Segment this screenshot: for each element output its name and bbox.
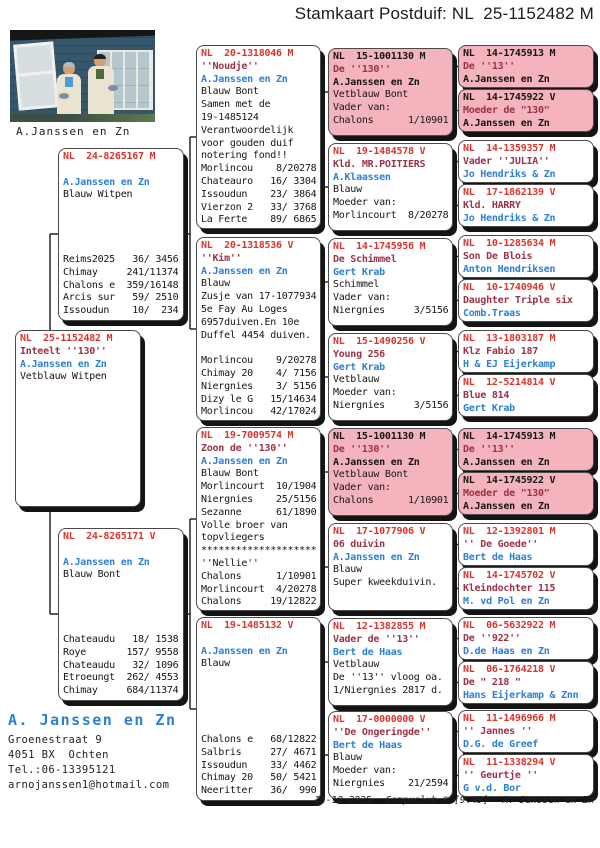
- pedigree-box-line: NL 20-1318536 V: [201, 240, 294, 251]
- pedigree-box-line: 5e Fay Au Loges: [201, 303, 288, 315]
- pedigree-box-line: A.Janssen en Zn: [463, 73, 550, 85]
- pedigree-box-g2-4: [196, 617, 321, 801]
- pedigree-box-line: Moeder de "130": [463, 104, 550, 116]
- pedigree-box-line: NL 17-1862139 V: [463, 187, 556, 198]
- pedigree-box-line: De ''922'': [463, 632, 521, 644]
- pedigree-box-g4-1: [458, 45, 594, 88]
- pedigree-box-line: G v.d. Bor: [463, 782, 521, 794]
- pedigree-box-line: Niergnies 3/5156: [333, 304, 449, 316]
- pedigree-box-line: Roye 157/ 9558: [63, 646, 179, 658]
- pedigree-box-line: Young 256: [333, 348, 385, 360]
- pedigree-box-g2-1: [196, 45, 321, 229]
- pedigree-box-line: NL 19-1485132 V: [201, 620, 294, 631]
- pedigree-box-line: Verantwoordelijk: [201, 124, 294, 136]
- pedigree-box-line: Morlincourt 10/1904: [201, 481, 317, 493]
- footer-owner: A. Janssen en Zn: [502, 795, 594, 806]
- pedigree-box-line: NL 17-1077906 V: [333, 526, 426, 537]
- pedigree-box-line: NL 14-1745913 M: [463, 431, 556, 442]
- pedigree-box-line: 19-1485124: [201, 111, 259, 123]
- pedigree-box-line: Schimmel: [333, 279, 380, 291]
- pedigree-box-g4-15: [458, 710, 594, 753]
- pedigree-box-line: De ''130'': [333, 443, 391, 455]
- pedigree-box-line: Arcis sur 59/ 2510: [63, 292, 179, 304]
- pedigree-box-line: Chalons e 68/12822: [201, 734, 317, 746]
- pedigree-box-line: A.Janssen en Zn: [333, 551, 420, 563]
- pedigree-box-line: Vetblauw Bont: [333, 469, 409, 481]
- pedigree-box-line: NL 06-1764218 V: [463, 664, 556, 675]
- pedigree-box-line: Etroeungt 262/ 4553: [63, 672, 179, 684]
- pedigree-box-line: [201, 342, 316, 355]
- pedigree-box-line: Super kweekduivin.: [333, 577, 437, 589]
- pedigree-box-line: Blauw Bont: [63, 569, 121, 581]
- pedigree-box-line: Issoudun 10/ 234: [63, 305, 179, 317]
- pedigree-box-line: voor gouden duif: [201, 137, 294, 149]
- pedigree-box-line: A.Janssen en Zn: [201, 265, 288, 277]
- pedigree-box-g4-12: [458, 567, 594, 610]
- pedigree-box-g4-4: [458, 184, 594, 227]
- pedigree-box-line: A.Janssen en Zn: [333, 456, 420, 468]
- pedigree-box-g3-7: [328, 618, 453, 706]
- pedigree-box-line: A.Janssen en Zn: [63, 556, 150, 568]
- pedigree-box-line: topvliegers: [201, 532, 265, 544]
- pedigree-box-line: '' Geurtje '': [463, 769, 539, 781]
- photo-person-left-shirt: [65, 77, 73, 87]
- pedigree-box-line: Blue 814: [463, 389, 510, 401]
- pedigree-box-line: Vetblauw: [333, 659, 380, 671]
- pedigree-box-line: Chalons 1/10901: [333, 114, 449, 126]
- pedigree-box-line: NL 10-1740946 V: [463, 282, 556, 293]
- pedigree-box-line: Kleindochter 115: [463, 582, 556, 594]
- pedigree-box-line: Vader ''JULIA'': [463, 155, 550, 167]
- pedigree-box-line: Vader van:: [333, 482, 391, 494]
- pedigree-box-line: Niergnies 3/ 5156: [201, 380, 317, 392]
- pedigree-box-line: Anton Hendriksen: [463, 263, 556, 275]
- pedigree-box-line: ********************: [201, 545, 317, 557]
- pedigree-box-line: Gert Krab: [463, 402, 515, 414]
- pedigree-box-g4-10: [458, 472, 594, 515]
- photo-window-bar: [19, 71, 53, 77]
- pedigree-box-line: Chalons 1/10901: [333, 494, 449, 506]
- pedigree-box-line: NL 14-1745956 M: [333, 241, 426, 252]
- pedigree-box-line: Reims2025 36/ 3456: [63, 254, 179, 266]
- pedigree-box-line: Chimay 241/11374: [63, 266, 179, 278]
- pedigree-box-line: NL 15-1001130 M: [333, 51, 426, 62]
- pedigree-box-line: Chateaudu 18/ 1538: [63, 634, 179, 646]
- pedigree-box-line: NL 14-1745922 V: [463, 92, 556, 103]
- pedigree-box-line: NL 06-5632922 M: [463, 620, 556, 631]
- pedigree-box-g3-4: [328, 333, 453, 421]
- pedigree-box-g4-9: [458, 428, 594, 471]
- pedigree-box-g4-5: [458, 235, 594, 278]
- pedigree-box-line: D.G. de Greef: [463, 738, 539, 750]
- pedigree-box-line: Morlincourt 8/20278: [333, 209, 449, 221]
- pedigree-box-root: [15, 330, 141, 507]
- owner-name: A. Janssen en Zn: [8, 711, 177, 729]
- pedigree-box-line: Hans Eijerkamp & Znn: [463, 689, 579, 701]
- footer-date: 13-10-2025: [314, 795, 372, 806]
- pedigree-box-line: De ''130'': [333, 63, 391, 75]
- pedigree-box-line: Vetblauw Witpen: [20, 371, 107, 383]
- pedigree-box-line: NL 20-1318046 M: [201, 48, 294, 59]
- pedigree-box-line: Bert de Haas: [333, 646, 403, 658]
- pedigree-box-line: NL 14-1745913 M: [463, 48, 556, 59]
- pedigree-box-line: A.Janssen en Zn: [201, 645, 288, 657]
- pedigree-box-line: ''De Ongeringde'': [333, 726, 432, 738]
- pedigree-box-line: NL 12-5214814 V: [463, 377, 556, 388]
- pedigree-box-line: Klz Fabio 187: [463, 345, 539, 357]
- pedigree-box-line: Chalons 1/10901: [201, 570, 317, 582]
- photo-pigeon-right: [108, 85, 118, 91]
- pedigree-box-line: Vierzon 2 33/ 3768: [201, 201, 317, 213]
- pedigree-box-line: Issoudun 33/ 4462: [201, 759, 317, 771]
- pedigree-box-line: [63, 544, 179, 557]
- photo-person-right-hair: [94, 54, 106, 59]
- pedigree-box-line: Morlincou 42/17024: [201, 406, 317, 418]
- pedigree-box-line: A.Janssen en Zn: [201, 455, 288, 467]
- pedigree-box-line: Chalons 19/12822: [201, 596, 317, 608]
- pedigree-box-line: Blauw: [201, 278, 230, 290]
- pedigree-box-line: NL 11-1338294 V: [463, 757, 556, 768]
- pedigree-box-line: '' Jannes '': [463, 725, 533, 737]
- pedigree-box-line: NL 10-1285634 M: [463, 238, 556, 249]
- photo-person-right-shirt: [96, 69, 104, 79]
- pedigree-box-g4-7: [458, 330, 594, 373]
- pedigree-box-results: [63, 634, 179, 698]
- pedigree-box-line: Blauw: [333, 184, 362, 196]
- photo-pigeon-left: [59, 93, 69, 99]
- pedigree-box-line: notering fond!!: [201, 150, 288, 162]
- pedigree-box-g3-5: [328, 428, 453, 516]
- footer-software: Compuclub © [9.49]: [385, 795, 489, 806]
- pedigree-box-line: Blauw Bont: [201, 86, 259, 98]
- pedigree-box-line: NL 17-0000000 V: [333, 714, 426, 725]
- pedigree-box-line: Salbris 27/ 4671: [201, 746, 317, 758]
- pedigree-box-father: [58, 148, 184, 321]
- pedigree-box-line: ''Kim'': [201, 252, 242, 264]
- pedigree-box-line: Jo Hendriks & Zn: [463, 212, 556, 224]
- pedigree-box-line: Neeritter 36/ 990: [201, 785, 317, 797]
- pedigree-box-line: Niergnies 21/2594: [333, 777, 449, 789]
- footer: [314, 795, 594, 806]
- pedigree-box-line: Morlincou 9/20278: [201, 355, 317, 367]
- pedigree-box-line: Duffel 4454 duiven.: [201, 329, 311, 341]
- pedigree-box-line: '' De Goede'': [463, 538, 539, 550]
- pedigree-box-line: A.Janssen en Zn: [463, 117, 550, 129]
- pedigree-box-line: NL 25-1152482 M: [20, 333, 113, 344]
- pedigree-box-g4-6: [458, 279, 594, 322]
- pedigree-box-line: NL 24-8265167 M: [63, 151, 156, 162]
- pedigree-box-line: Jo Hendriks & Zn: [463, 168, 556, 180]
- pedigree-box-line: NL 15-1001130 M: [333, 431, 426, 442]
- pedigree-box-g2-2: [196, 237, 321, 421]
- pedigree-box-line: NL 13-1803187 M: [463, 333, 556, 344]
- address-city: 4051 BX Ochten: [8, 749, 109, 761]
- pedigree-box-line: Chateaudu 32/ 1096: [63, 659, 179, 671]
- page-title: Stamkaart Postduif: NL 25-1152482 M: [294, 4, 594, 23]
- pedigree-box-g3-1: [328, 48, 453, 136]
- pedigree-box-line: [63, 164, 179, 177]
- pedigree-box-g4-8: [458, 374, 594, 417]
- pedigree-box-line: Vetblauw Bont: [333, 89, 409, 101]
- pedigree-box-line: A.Klaassen: [333, 171, 391, 183]
- pedigree-box-g3-3: [328, 238, 453, 326]
- pedigree-box-line: NL 24-8265171 V: [63, 531, 156, 542]
- address-email: arnojanssen1@hotmail.com: [8, 779, 170, 791]
- pedigree-box-line: A.Janssen en Zn: [333, 76, 420, 88]
- pedigree-box-line: Moeder de "130": [463, 487, 550, 499]
- pedigree-box-line: H & EJ Eijerkamp: [463, 358, 556, 370]
- pedigree-box-line: NL 19-1484578 V: [333, 146, 426, 157]
- pedigree-box-line: Daughter Triple six: [463, 294, 573, 306]
- pedigree-box-line: NL 12-1392801 M: [463, 526, 556, 537]
- pedigree-box-line: Blauw: [333, 564, 362, 576]
- pedigree-box-line: Blauw Witpen: [63, 189, 133, 201]
- pedigree-box-results: [63, 254, 179, 318]
- pedigree-box-g4-11: [458, 523, 594, 566]
- pedigree-box-line: De ''13'': [463, 443, 515, 455]
- pedigree-box-line: Samen met de: [201, 99, 271, 111]
- pedigree-box-line: Blauw: [201, 658, 230, 670]
- pedigree-box-line: Niergnies 3/5156: [333, 399, 449, 411]
- pedigree-box-line: De " 218 ": [463, 676, 521, 688]
- pedigree-box-line: Niergnies 25/5156: [201, 493, 317, 505]
- pedigree-box-line: Gert Krab: [333, 361, 385, 373]
- photo-person-left-hair: [63, 62, 75, 67]
- pedigree-box-line: Son De Blois: [463, 250, 533, 262]
- pedigree-box-line: A.Janssen en Zn: [63, 176, 150, 188]
- pedigree-box-line: NL 14-1359357 M: [463, 143, 556, 154]
- pedigree-box-line: NL 14-1745702 V: [463, 570, 556, 581]
- pedigree-box-g3-6: [328, 523, 453, 611]
- pedigree-box-line: Vetblauw: [333, 374, 380, 386]
- photo-grass: [10, 114, 155, 122]
- pedigree-box-line: A.Janssen en Zn: [20, 358, 107, 370]
- pedigree-box-line: Morlincou 8/20278: [201, 163, 317, 175]
- pedigree-box-line: NL 15-1490256 V: [333, 336, 426, 347]
- pedigree-box-g2-3: [196, 427, 321, 611]
- pedigree-box-line: Moeder van:: [333, 387, 397, 399]
- photo-window: [13, 41, 59, 110]
- pedigree-box-line: Chimay 20 4/ 7156: [201, 367, 317, 379]
- pedigree-box-line: Chalons e 359/16148: [63, 279, 179, 291]
- pedigree-box-line: NL 14-1745922 V: [463, 475, 556, 486]
- pedigree-box-line: Dizy le G 15/14634: [201, 393, 317, 405]
- pedigree-box-mother: [58, 528, 184, 701]
- pedigree-box-line: De ''13'': [463, 60, 515, 72]
- pedigree-box-line: A.Janssen en Zn: [463, 500, 550, 512]
- loft-photo: [10, 30, 155, 122]
- pedigree-box-line: Comb.Traas: [463, 307, 521, 319]
- pedigree-box-line: Kld. MR.POITIERS: [333, 158, 426, 170]
- pedigree-box-line: Chateauro 16/ 3304: [201, 175, 317, 187]
- pedigree-box-line: ''Noudje'': [201, 60, 259, 72]
- pedigree-box-g4-13: [458, 617, 594, 660]
- pedigree-box-line: Chimay 684/11374: [63, 685, 179, 697]
- pedigree-box-line: Moeder van:: [333, 765, 397, 777]
- pedigree-box-line: ''Nellie'': [201, 557, 259, 569]
- pedigree-box-g3-8: [328, 711, 453, 799]
- pedigree-box-g4-2: [458, 89, 594, 132]
- pedigree-box-g4-3: [458, 140, 594, 183]
- address-phone: Tel.:06-13395121: [8, 764, 116, 776]
- pedigree-box-line: Morlincourt 4/20278: [201, 583, 317, 595]
- pedigree-box-line: Kld. HARRY: [463, 199, 521, 211]
- pedigree-box-line: NL 12-1382855 M: [333, 621, 426, 632]
- pedigree-box-line: Issoudun 23/ 3864: [201, 188, 317, 200]
- address-block: [8, 711, 177, 793]
- pedigree-box-line: Blauw: [333, 752, 362, 764]
- pedigree-box-line: Bert de Haas: [463, 551, 533, 563]
- pedigree-box-line: 06 duivin: [333, 538, 385, 550]
- pedigree-box-line: Vader van:: [333, 102, 391, 114]
- pedigree-box-line: Zoon de ''130'': [201, 442, 288, 454]
- pedigree-box-results: [201, 734, 316, 798]
- pedigree-box-line: NL 19-7009574 M: [201, 430, 294, 441]
- pedigree-box-line: Volle broer van: [201, 519, 288, 531]
- address-street: Groenestraat 9: [8, 734, 103, 746]
- pedigree-box-line: A.Janssen en Zn: [201, 73, 288, 85]
- pedigree-box-line: Inteelt ''130'': [20, 345, 107, 357]
- pedigree-box-line: Vader de ''13'': [333, 633, 420, 645]
- pedigree-box-line: Chimay 20 50/ 5421: [201, 772, 317, 784]
- pedigree-box-line: Sezanne 61/1890: [201, 506, 317, 518]
- pedigree-box-line: 1/Niergnies 2817 d.: [333, 684, 443, 696]
- pedigree-box-line: Zusje van 17-1077934: [201, 291, 317, 303]
- pedigree-box-line: M. vd Pol en Zn: [463, 595, 550, 607]
- pedigree-box-line: La Ferte 89/ 6865: [201, 214, 317, 226]
- pedigree-box-line: A.Janssen en Zn: [463, 456, 550, 468]
- pedigree-box-line: Vader van:: [333, 292, 391, 304]
- photo-caption: A.Janssen en Zn: [16, 125, 131, 138]
- pedigree-box-line: 6957duiven.En 10e: [201, 316, 300, 328]
- pedigree-box-line: Gert Krab: [333, 266, 385, 278]
- pedigree-box-line: De ''13'' vloog oa.: [333, 672, 443, 684]
- pedigree-box-line: D.de Haas en Zn: [463, 645, 550, 657]
- pedigree-box-line: Bert de Haas: [333, 739, 403, 751]
- pedigree-box-line: Moeder van:: [333, 197, 397, 209]
- pedigree-box-line: [201, 633, 316, 646]
- pedigree-box-line: NL 11-1496966 M: [463, 713, 556, 724]
- pedigree-box-g4-16: [458, 754, 594, 797]
- pedigree-box-line: Blauw Bont: [201, 468, 259, 480]
- pedigree-box-g4-14: [458, 661, 594, 704]
- pedigree-box-g3-2: [328, 143, 453, 231]
- pedigree-box-line: De Schimmel: [333, 253, 397, 265]
